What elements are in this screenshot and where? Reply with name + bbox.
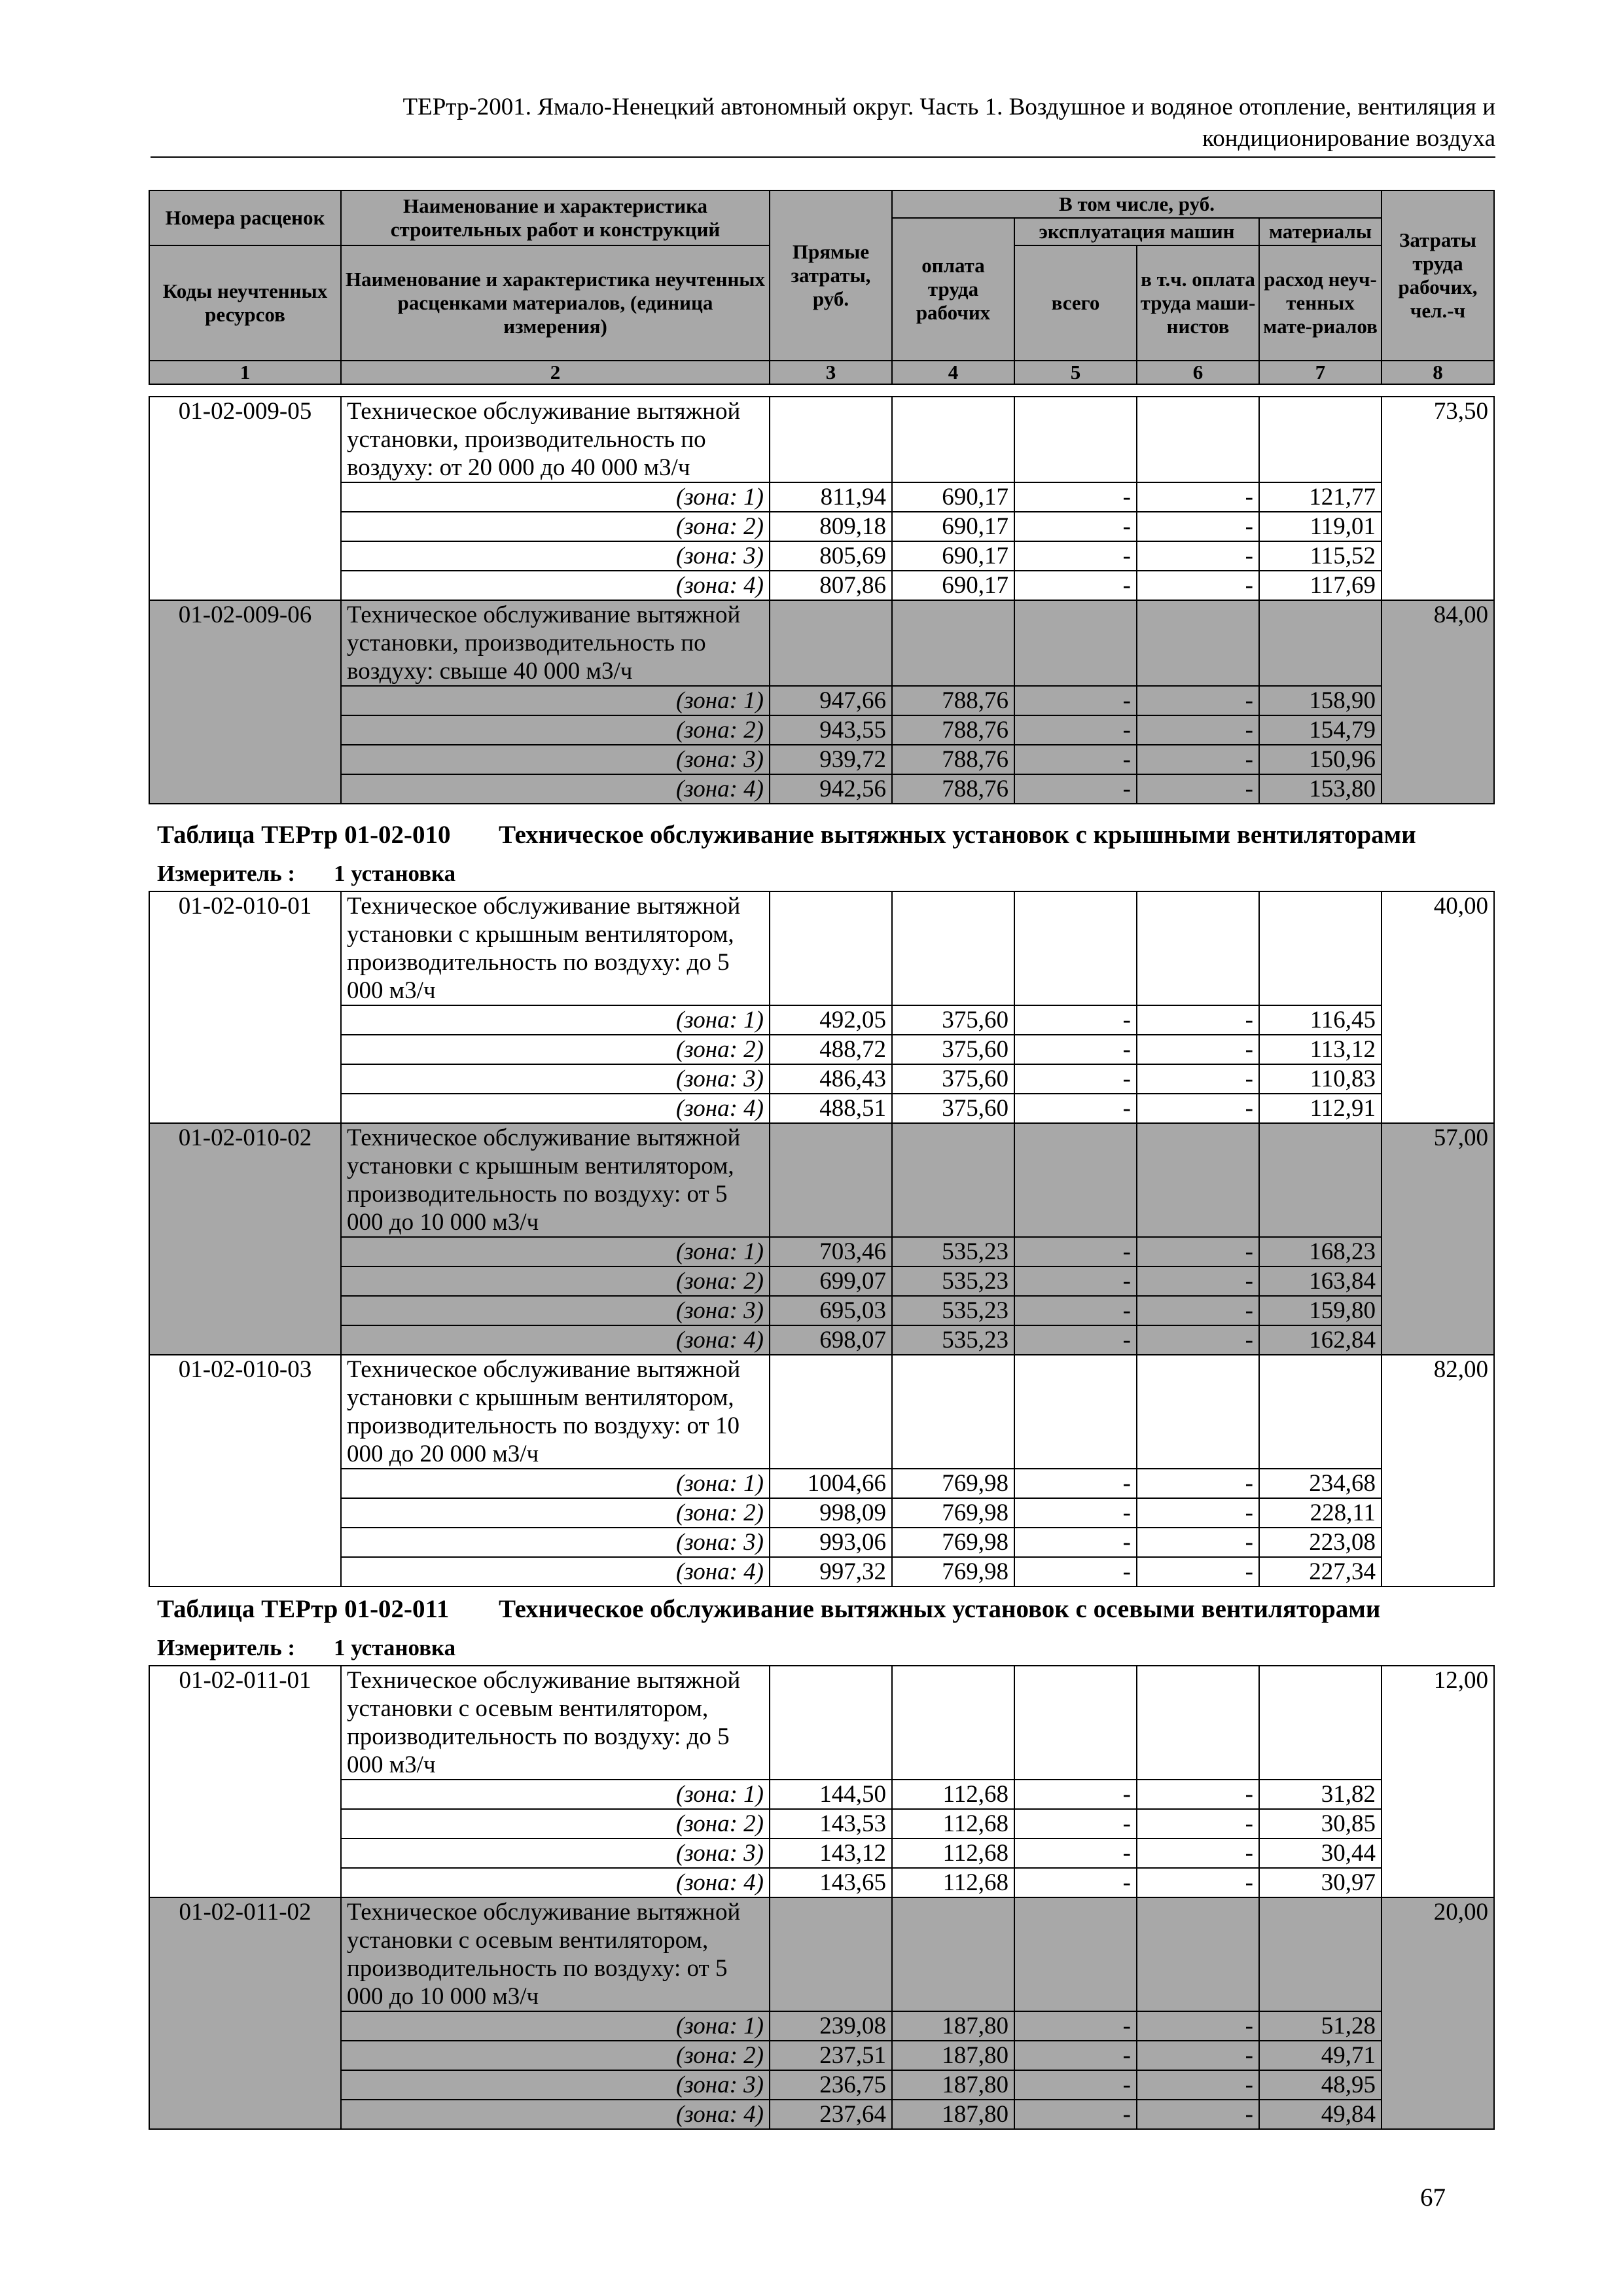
direct-cost: 1004,66 bbox=[770, 1469, 892, 1498]
worker-wage: 769,98 bbox=[892, 1528, 1014, 1557]
zone-label: (зона: 4) bbox=[341, 2100, 770, 2129]
table-meter-011 bbox=[157, 1635, 455, 1661]
machinist-wage: - bbox=[1137, 482, 1259, 512]
machine-cost: - bbox=[1014, 512, 1137, 541]
empty-cell bbox=[770, 891, 892, 1005]
zone-row bbox=[149, 774, 1494, 804]
direct-cost: 699,07 bbox=[770, 1266, 892, 1296]
worker-wage: 375,60 bbox=[892, 1005, 1014, 1035]
header-rule bbox=[151, 156, 1495, 158]
col-number: 5 bbox=[1014, 361, 1137, 384]
machinist-wage: - bbox=[1137, 1266, 1259, 1296]
worker-wage: 535,23 bbox=[892, 1237, 1014, 1266]
machine-cost: - bbox=[1014, 571, 1137, 600]
direct-cost: 492,05 bbox=[770, 1005, 892, 1035]
material-cost: 112,91 bbox=[1259, 1094, 1382, 1123]
worker-wage: 769,98 bbox=[892, 1498, 1014, 1528]
empty-cell bbox=[1137, 891, 1259, 1005]
zone-label: (зона: 1) bbox=[341, 2011, 770, 2041]
machine-cost: - bbox=[1014, 2011, 1137, 2041]
machine-cost: - bbox=[1014, 1094, 1137, 1123]
direct-cost: 695,03 bbox=[770, 1296, 892, 1325]
zone-label: (зона: 4) bbox=[341, 774, 770, 804]
empty-cell bbox=[770, 1666, 892, 1780]
worker-wage: 112,68 bbox=[892, 1780, 1014, 1809]
zone-row bbox=[149, 1780, 1494, 1809]
col-including-group: В том числе, руб. bbox=[892, 190, 1382, 218]
zone-row bbox=[149, 1005, 1494, 1035]
zone-label: (зона: 2) bbox=[341, 512, 770, 541]
material-cost: 153,80 bbox=[1259, 774, 1382, 804]
direct-cost: 809,18 bbox=[770, 512, 892, 541]
material-cost: 119,01 bbox=[1259, 512, 1382, 541]
zone-row bbox=[149, 1296, 1494, 1325]
direct-cost: 144,50 bbox=[770, 1780, 892, 1809]
meter-value: 1 установка bbox=[334, 1635, 456, 1660]
col-machines-group: эксплуатация машин bbox=[1014, 218, 1259, 245]
col-unaccounted-codes: Коды неучтенных ресурсов bbox=[149, 245, 341, 361]
worker-wage: 690,17 bbox=[892, 571, 1014, 600]
empty-cell bbox=[1137, 1666, 1259, 1780]
empty-cell bbox=[1137, 397, 1259, 482]
worker-wage: 690,17 bbox=[892, 482, 1014, 512]
zone-row bbox=[149, 1498, 1494, 1528]
rate-code: 01-02-011-01 bbox=[149, 1666, 341, 1897]
machinist-wage: - bbox=[1137, 2041, 1259, 2070]
material-cost: 158,90 bbox=[1259, 686, 1382, 715]
worker-wage: 375,60 bbox=[892, 1035, 1014, 1064]
zone-row bbox=[149, 541, 1494, 571]
zone-label: (зона: 1) bbox=[341, 1780, 770, 1809]
material-cost: 159,80 bbox=[1259, 1296, 1382, 1325]
worker-wage: 690,17 bbox=[892, 512, 1014, 541]
machine-cost: - bbox=[1014, 1809, 1137, 1839]
material-cost: 51,28 bbox=[1259, 2011, 1382, 2041]
table-number: Таблица ТЕРтр 01-02-011 bbox=[157, 1595, 450, 1623]
empty-cell bbox=[770, 1355, 892, 1469]
machine-cost: - bbox=[1014, 541, 1137, 571]
machinist-wage: - bbox=[1137, 1064, 1259, 1094]
machine-cost: - bbox=[1014, 715, 1137, 745]
direct-cost: 998,09 bbox=[770, 1498, 892, 1528]
labor-cost: 84,00 bbox=[1382, 600, 1494, 804]
empty-cell bbox=[1014, 397, 1137, 482]
direct-cost: 807,86 bbox=[770, 571, 892, 600]
worker-wage: 112,68 bbox=[892, 1809, 1014, 1839]
page-number: 67 bbox=[1420, 2183, 1446, 2212]
zone-label: (зона: 1) bbox=[341, 1469, 770, 1498]
worker-wage: 769,98 bbox=[892, 1557, 1014, 1587]
zone-label: (зона: 3) bbox=[341, 1296, 770, 1325]
empty-cell bbox=[770, 1897, 892, 2011]
machinist-wage: - bbox=[1137, 1557, 1259, 1587]
machine-cost: - bbox=[1014, 1528, 1137, 1557]
machine-cost: - bbox=[1014, 1557, 1137, 1587]
empty-cell bbox=[1014, 891, 1137, 1005]
machinist-wage: - bbox=[1137, 1780, 1259, 1809]
direct-cost: 805,69 bbox=[770, 541, 892, 571]
zone-row bbox=[149, 1469, 1494, 1498]
worker-wage: 187,80 bbox=[892, 2100, 1014, 2129]
rate-code: 01-02-009-05 bbox=[149, 397, 341, 600]
direct-cost: 143,53 bbox=[770, 1809, 892, 1839]
machine-cost: - bbox=[1014, 482, 1137, 512]
zone-label: (зона: 3) bbox=[341, 2070, 770, 2100]
machinist-wage: - bbox=[1137, 2070, 1259, 2100]
worker-wage: 769,98 bbox=[892, 1469, 1014, 1498]
zone-label: (зона: 4) bbox=[341, 1557, 770, 1587]
meter-value: 1 установка bbox=[334, 861, 456, 886]
machinist-wage: - bbox=[1137, 1005, 1259, 1035]
worker-wage: 788,76 bbox=[892, 745, 1014, 774]
machinist-wage: - bbox=[1137, 1809, 1259, 1839]
material-cost: 116,45 bbox=[1259, 1005, 1382, 1035]
col-machinist-wages: в т.ч. оплата труда маши-нистов bbox=[1137, 245, 1259, 361]
material-cost: 168,23 bbox=[1259, 1237, 1382, 1266]
zone-row bbox=[149, 1557, 1494, 1587]
col-number: 1 bbox=[149, 361, 341, 384]
labor-cost: 12,00 bbox=[1382, 1666, 1494, 1897]
material-cost: 30,44 bbox=[1259, 1839, 1382, 1868]
rate-code: 01-02-011-02 bbox=[149, 1897, 341, 2129]
machine-cost: - bbox=[1014, 1780, 1137, 1809]
empty-cell bbox=[1014, 1355, 1137, 1469]
worker-wage: 788,76 bbox=[892, 774, 1014, 804]
machine-cost: - bbox=[1014, 1035, 1137, 1064]
material-cost: 31,82 bbox=[1259, 1780, 1382, 1809]
worker-wage: 375,60 bbox=[892, 1064, 1014, 1094]
col-number: 7 bbox=[1259, 361, 1382, 384]
rate-name: Техническое обслуживание вытяжной установки с крышным вентилятором, производительность по воздуху: от 10 000 до 20 000 м3/ч bbox=[341, 1355, 770, 1469]
rate-code: 01-02-010-02 bbox=[149, 1123, 341, 1355]
worker-wage: 187,80 bbox=[892, 2011, 1014, 2041]
machinist-wage: - bbox=[1137, 1839, 1259, 1868]
machine-cost: - bbox=[1014, 1237, 1137, 1266]
empty-cell bbox=[1014, 1897, 1137, 2011]
machine-cost: - bbox=[1014, 2041, 1137, 2070]
zone-label: (зона: 3) bbox=[341, 1839, 770, 1868]
machine-cost: - bbox=[1014, 774, 1137, 804]
zone-label: (зона: 2) bbox=[341, 1266, 770, 1296]
col-number: 6 bbox=[1137, 361, 1259, 384]
empty-cell bbox=[770, 600, 892, 686]
empty-cell bbox=[1259, 600, 1382, 686]
direct-cost: 943,55 bbox=[770, 715, 892, 745]
empty-cell bbox=[770, 397, 892, 482]
zone-label: (зона: 3) bbox=[341, 1064, 770, 1094]
running-header bbox=[151, 92, 1495, 154]
direct-cost: 237,51 bbox=[770, 2041, 892, 2070]
machinist-wage: - bbox=[1137, 571, 1259, 600]
machine-cost: - bbox=[1014, 1064, 1137, 1094]
labor-cost: 40,00 bbox=[1382, 891, 1494, 1123]
machinist-wage: - bbox=[1137, 1868, 1259, 1897]
direct-cost: 143,12 bbox=[770, 1839, 892, 1868]
empty-cell bbox=[1137, 1897, 1259, 2011]
rate-name: Техническое обслуживание вытяжной установки, производительность по воздуху: свыше 40 000 м3/ч bbox=[341, 600, 770, 686]
machine-cost: - bbox=[1014, 686, 1137, 715]
zone-label: (зона: 4) bbox=[341, 1868, 770, 1897]
empty-cell bbox=[1137, 600, 1259, 686]
worker-wage: 187,80 bbox=[892, 2041, 1014, 2070]
material-cost: 163,84 bbox=[1259, 1266, 1382, 1296]
col-number: 3 bbox=[770, 361, 892, 384]
machine-cost: - bbox=[1014, 1868, 1137, 1897]
col-worker-wages: оплата труда рабочих bbox=[892, 218, 1014, 361]
zone-label: (зона: 2) bbox=[341, 715, 770, 745]
empty-cell bbox=[1137, 1123, 1259, 1237]
rate-name: Техническое обслуживание вытяжной установки, производительность по воздуху: от 20 000 до 40 000 м3/ч bbox=[341, 397, 770, 482]
worker-wage: 375,60 bbox=[892, 1094, 1014, 1123]
col-work-name: Наименование и характеристика строительных работ и конструкций bbox=[341, 190, 770, 245]
zone-row bbox=[149, 1325, 1494, 1355]
machine-cost: - bbox=[1014, 2100, 1137, 2129]
direct-cost: 488,51 bbox=[770, 1094, 892, 1123]
rate-code: 01-02-010-01 bbox=[149, 891, 341, 1123]
empty-cell bbox=[892, 1666, 1014, 1780]
machinist-wage: - bbox=[1137, 745, 1259, 774]
zone-row bbox=[149, 2041, 1494, 2070]
running-header-line2: кондиционирование воздуха bbox=[1202, 125, 1495, 152]
machinist-wage: - bbox=[1137, 2011, 1259, 2041]
zone-row bbox=[149, 1064, 1494, 1094]
machine-cost: - bbox=[1014, 1266, 1137, 1296]
machinist-wage: - bbox=[1137, 1469, 1259, 1498]
zone-label: (зона: 3) bbox=[341, 541, 770, 571]
worker-wage: 187,80 bbox=[892, 2070, 1014, 2100]
labor-cost: 73,50 bbox=[1382, 397, 1494, 600]
machinist-wage: - bbox=[1137, 1237, 1259, 1266]
material-cost: 150,96 bbox=[1259, 745, 1382, 774]
table-title-010 bbox=[157, 820, 1416, 850]
material-cost: 110,83 bbox=[1259, 1064, 1382, 1094]
table-meter-010 bbox=[157, 861, 455, 887]
empty-cell bbox=[1259, 1897, 1382, 2011]
rate-name: Техническое обслуживание вытяжной установки с крышным вентилятором, производительность по воздуху: от 5 000 до 10 000 м3/ч bbox=[341, 1123, 770, 1237]
worker-wage: 535,23 bbox=[892, 1296, 1014, 1325]
rate-code: 01-02-010-03 bbox=[149, 1355, 341, 1587]
material-cost: 162,84 bbox=[1259, 1325, 1382, 1355]
worker-wage: 690,17 bbox=[892, 541, 1014, 571]
direct-cost: 239,08 bbox=[770, 2011, 892, 2041]
zone-label: (зона: 4) bbox=[341, 1094, 770, 1123]
table-title-011 bbox=[157, 1594, 1380, 1624]
col-number: 4 bbox=[892, 361, 1014, 384]
zone-row bbox=[149, 686, 1494, 715]
zone-label: (зона: 2) bbox=[341, 1809, 770, 1839]
machinist-wage: - bbox=[1137, 2100, 1259, 2129]
zone-row bbox=[149, 1839, 1494, 1868]
material-cost: 49,84 bbox=[1259, 2100, 1382, 2129]
rates-table-011 bbox=[149, 1665, 1495, 2130]
col-rate-numbers: Номера расценок bbox=[149, 190, 341, 245]
worker-wage: 788,76 bbox=[892, 715, 1014, 745]
machine-cost: - bbox=[1014, 1469, 1137, 1498]
empty-cell bbox=[892, 1355, 1014, 1469]
material-cost: 234,68 bbox=[1259, 1469, 1382, 1498]
zone-row bbox=[149, 512, 1494, 541]
empty-cell bbox=[770, 1123, 892, 1237]
direct-cost: 939,72 bbox=[770, 745, 892, 774]
empty-cell bbox=[892, 891, 1014, 1005]
zone-label: (зона: 3) bbox=[341, 745, 770, 774]
machinist-wage: - bbox=[1137, 1325, 1259, 1355]
meter-label: Измеритель : bbox=[157, 861, 296, 886]
zone-row bbox=[149, 482, 1494, 512]
meter-label: Измеритель : bbox=[157, 1635, 296, 1660]
machinist-wage: - bbox=[1137, 512, 1259, 541]
machinist-wage: - bbox=[1137, 715, 1259, 745]
material-cost: 117,69 bbox=[1259, 571, 1382, 600]
rate-name: Техническое обслуживание вытяжной установки с крышным вентилятором, производительность по воздуху: до 5 000 м3/ч bbox=[341, 891, 770, 1005]
zone-row bbox=[149, 1035, 1494, 1064]
zone-label: (зона: 4) bbox=[341, 1325, 770, 1355]
material-cost: 113,12 bbox=[1259, 1035, 1382, 1064]
direct-cost: 993,06 bbox=[770, 1528, 892, 1557]
zone-label: (зона: 4) bbox=[341, 571, 770, 600]
zone-label: (зона: 2) bbox=[341, 1498, 770, 1528]
table-number: Таблица ТЕРтр 01-02-010 bbox=[157, 821, 451, 849]
col-materials-group: материалы bbox=[1259, 218, 1382, 245]
direct-cost: 997,32 bbox=[770, 1557, 892, 1587]
direct-cost: 236,75 bbox=[770, 2070, 892, 2100]
table-caption: Техническое обслуживание вытяжных установок с осевыми вентиляторами bbox=[499, 1595, 1381, 1623]
machinist-wage: - bbox=[1137, 686, 1259, 715]
zone-label: (зона: 1) bbox=[341, 1237, 770, 1266]
col-direct-costs: Прямые затраты, руб. bbox=[770, 190, 892, 361]
empty-cell bbox=[1259, 1123, 1382, 1237]
zone-row bbox=[149, 1266, 1494, 1296]
material-cost: 228,11 bbox=[1259, 1498, 1382, 1528]
zone-row bbox=[149, 1237, 1494, 1266]
machinist-wage: - bbox=[1137, 1035, 1259, 1064]
direct-cost: 811,94 bbox=[770, 482, 892, 512]
material-cost: 49,71 bbox=[1259, 2041, 1382, 2070]
zone-label: (зона: 1) bbox=[341, 1005, 770, 1035]
zone-row bbox=[149, 1094, 1494, 1123]
rates-table-header bbox=[149, 190, 1495, 385]
rate-code: 01-02-009-06 bbox=[149, 600, 341, 804]
zone-row bbox=[149, 1809, 1494, 1839]
zone-label: (зона: 3) bbox=[341, 1528, 770, 1557]
material-cost: 227,34 bbox=[1259, 1557, 1382, 1587]
zone-label: (зона: 1) bbox=[341, 482, 770, 512]
zone-row bbox=[149, 2100, 1494, 2129]
material-cost: 30,85 bbox=[1259, 1809, 1382, 1839]
machine-cost: - bbox=[1014, 1296, 1137, 1325]
col-material-use: расход неуч-тенных мате-риалов bbox=[1259, 245, 1382, 361]
col-number: 2 bbox=[341, 361, 770, 384]
machine-cost: - bbox=[1014, 1498, 1137, 1528]
col-labor-costs: Затраты труда рабочих, чел.-ч bbox=[1382, 190, 1494, 361]
direct-cost: 947,66 bbox=[770, 686, 892, 715]
machine-cost: - bbox=[1014, 1005, 1137, 1035]
rate-name: Техническое обслуживание вытяжной установки с осевым вентилятором, производительность по воздуху: до 5 000 м3/ч bbox=[341, 1666, 770, 1780]
rates-table-010 bbox=[149, 891, 1495, 1587]
col-unaccounted-names: Наименование и характеристика неучтенных расценками материалов, (единица измерения) bbox=[341, 245, 770, 361]
material-cost: 48,95 bbox=[1259, 2070, 1382, 2100]
machinist-wage: - bbox=[1137, 1498, 1259, 1528]
zone-row bbox=[149, 571, 1494, 600]
zone-row bbox=[149, 2070, 1494, 2100]
zone-label: (зона: 2) bbox=[341, 1035, 770, 1064]
zone-row bbox=[149, 715, 1494, 745]
worker-wage: 535,23 bbox=[892, 1266, 1014, 1296]
running-header-line1: ТЕРтр-2001. Ямало-Ненецкий автономный округ. Часть 1. Воздушное и водяное отопление, вентиляция и bbox=[402, 94, 1495, 120]
machinist-wage: - bbox=[1137, 1528, 1259, 1557]
empty-cell bbox=[1137, 1355, 1259, 1469]
machinist-wage: - bbox=[1137, 541, 1259, 571]
empty-cell bbox=[892, 1123, 1014, 1237]
direct-cost: 942,56 bbox=[770, 774, 892, 804]
empty-cell bbox=[1259, 1666, 1382, 1780]
empty-cell bbox=[892, 397, 1014, 482]
empty-cell bbox=[1014, 600, 1137, 686]
empty-cell bbox=[892, 600, 1014, 686]
labor-cost: 20,00 bbox=[1382, 1897, 1494, 2129]
machine-cost: - bbox=[1014, 2070, 1137, 2100]
empty-cell bbox=[1259, 397, 1382, 482]
zone-row bbox=[149, 1868, 1494, 1897]
machinist-wage: - bbox=[1137, 774, 1259, 804]
rate-name: Техническое обслуживание вытяжной установки с осевым вентилятором, производительность по воздуху: от 5 000 до 10 000 м3/ч bbox=[341, 1897, 770, 2011]
machine-cost: - bbox=[1014, 1325, 1137, 1355]
direct-cost: 486,43 bbox=[770, 1064, 892, 1094]
col-machines-total: всего bbox=[1014, 245, 1137, 361]
zone-row bbox=[149, 2011, 1494, 2041]
empty-cell bbox=[1259, 1355, 1382, 1469]
rates-table-009 bbox=[149, 396, 1495, 804]
empty-cell bbox=[892, 1897, 1014, 2011]
labor-cost: 82,00 bbox=[1382, 1355, 1494, 1587]
col-number: 8 bbox=[1382, 361, 1494, 384]
material-cost: 154,79 bbox=[1259, 715, 1382, 745]
direct-cost: 143,65 bbox=[770, 1868, 892, 1897]
material-cost: 115,52 bbox=[1259, 541, 1382, 571]
machine-cost: - bbox=[1014, 1839, 1137, 1868]
table-caption: Техническое обслуживание вытяжных установок с крышными вентиляторами bbox=[499, 821, 1416, 849]
empty-cell bbox=[1259, 891, 1382, 1005]
zone-label: (зона: 1) bbox=[341, 686, 770, 715]
material-cost: 223,08 bbox=[1259, 1528, 1382, 1557]
direct-cost: 703,46 bbox=[770, 1237, 892, 1266]
zone-row bbox=[149, 745, 1494, 774]
worker-wage: 788,76 bbox=[892, 686, 1014, 715]
material-cost: 121,77 bbox=[1259, 482, 1382, 512]
zone-label: (зона: 2) bbox=[341, 2041, 770, 2070]
empty-cell bbox=[1014, 1666, 1137, 1780]
material-cost: 30,97 bbox=[1259, 1868, 1382, 1897]
labor-cost: 57,00 bbox=[1382, 1123, 1494, 1355]
zone-row bbox=[149, 1528, 1494, 1557]
direct-cost: 488,72 bbox=[770, 1035, 892, 1064]
machinist-wage: - bbox=[1137, 1094, 1259, 1123]
direct-cost: 698,07 bbox=[770, 1325, 892, 1355]
worker-wage: 112,68 bbox=[892, 1868, 1014, 1897]
machine-cost: - bbox=[1014, 745, 1137, 774]
worker-wage: 112,68 bbox=[892, 1839, 1014, 1868]
direct-cost: 237,64 bbox=[770, 2100, 892, 2129]
worker-wage: 535,23 bbox=[892, 1325, 1014, 1355]
machinist-wage: - bbox=[1137, 1296, 1259, 1325]
empty-cell bbox=[1014, 1123, 1137, 1237]
